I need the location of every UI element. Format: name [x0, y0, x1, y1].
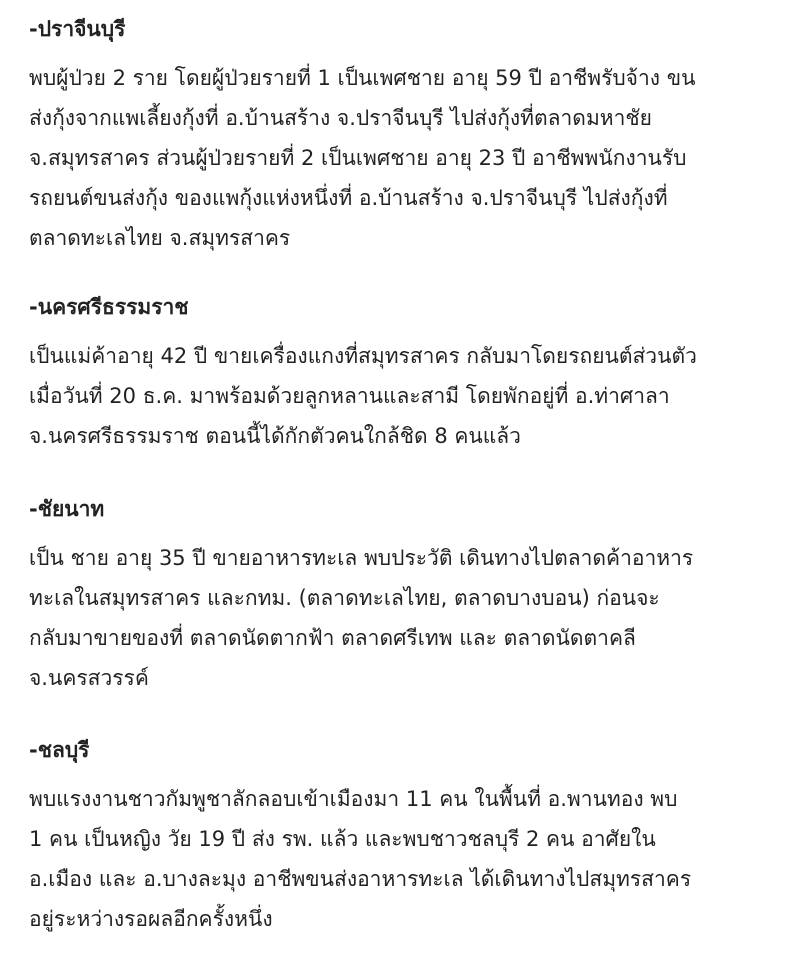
paragraph-line: เป็น ชาย อายุ 35 ปี ขายอาหารทะเล พบประวัติ เดินทางไปตลาดค้าอาหาร [29, 546, 694, 570]
paragraph-line: ตลาดทะเลไทย จ.สมุทรสาคร [29, 226, 291, 250]
paragraph-line: อ.เมือง และ อ.บางละมุง อาชีพขนส่งอาหารทะเล ได้เดินทางไปสมุทรสาคร [29, 867, 692, 891]
section-body [29, 779, 789, 939]
section-nakhon-si-thammarat [29, 292, 789, 456]
paragraph-line: ทะเลในสมุทรสาคร และกทม. (ตลาดทะเลไทย, ตลาดบางบอน) ก่อนจะ [29, 586, 660, 610]
paragraph-line: จ.นครสวรรค์ [29, 666, 149, 690]
paragraph-line: กลับมาขายของที่ ตลาดนัดตากฟ้า ตลาดศรีเทพ และ ตลาดนัดตาคลี [29, 626, 636, 650]
paragraph-line: เป็นแม่ค้าอายุ 42 ปี ขายเครื่องแกงที่สมุทรสาคร กลับมาโดยรถยนต์ส่วนตัว [29, 344, 697, 368]
paragraph-line: จ.สมุทรสาคร ส่วนผู้ป่วยรายที่ 2 เป็นเพศชาย อายุ 23 ปี อาชีพพนักงานรับ [29, 146, 687, 170]
paragraph-line: จ.นครศรีธรรมราช ตอนนี้ได้กักตัวคนใกล้ชิด 8 คนแล้ว [29, 424, 521, 448]
section-heading: -ชัยนาท [29, 497, 105, 521]
section-chai-nat [29, 494, 789, 698]
paragraph-line: อยู่ระหว่างรอผลอีกครั้งหนึ่ง [29, 907, 273, 931]
section-body [29, 336, 789, 456]
section-heading: -ชลบุรี [29, 738, 90, 762]
section-chonburi [29, 735, 789, 939]
section-heading: -ปราจีนบุรี [29, 17, 126, 41]
paragraph-line: รถยนต์ขนส่งกุ้ง ของแพกุ้งแห่งหนึ่งที่ อ.บ้านสร้าง จ.ปราจีนบุรี ไปส่งกุ้งที่ [29, 186, 668, 210]
section-heading: -นครศรีธรรมราช [29, 295, 189, 319]
paragraph-line: พบผู้ป่วย 2 ราย โดยผู้ป่วยรายที่ 1 เป็นเพศชาย อายุ 59 ปี อาชีพรับจ้าง ขน [29, 66, 696, 90]
paragraph-line: 1 คน เป็นหญิง วัย 19 ปี ส่ง รพ. แล้ว และพบชาวชลบุรี 2 คน อาศัยใน [29, 827, 656, 851]
section-prachinburi [29, 14, 789, 258]
section-body [29, 58, 789, 258]
paragraph-line: พบแรงงานชาวกัมพูชาลักลอบเข้าเมืองมา 11 คน ในพื้นที่ อ.พานทอง พบ [29, 787, 678, 811]
paragraph-line: ส่งกุ้งจากแพเลี้ยงกุ้งที่ อ.บ้านสร้าง จ.ปราจีนบุรี ไปส่งกุ้งที่ตลาดมหาชัย [29, 106, 652, 130]
section-body [29, 538, 789, 698]
paragraph-line: เมื่อวันที่ 20 ธ.ค. มาพร้อมด้วยลูกหลานและสามี โดยพักอยู่ที่ อ.ท่าศาลา [29, 384, 670, 408]
